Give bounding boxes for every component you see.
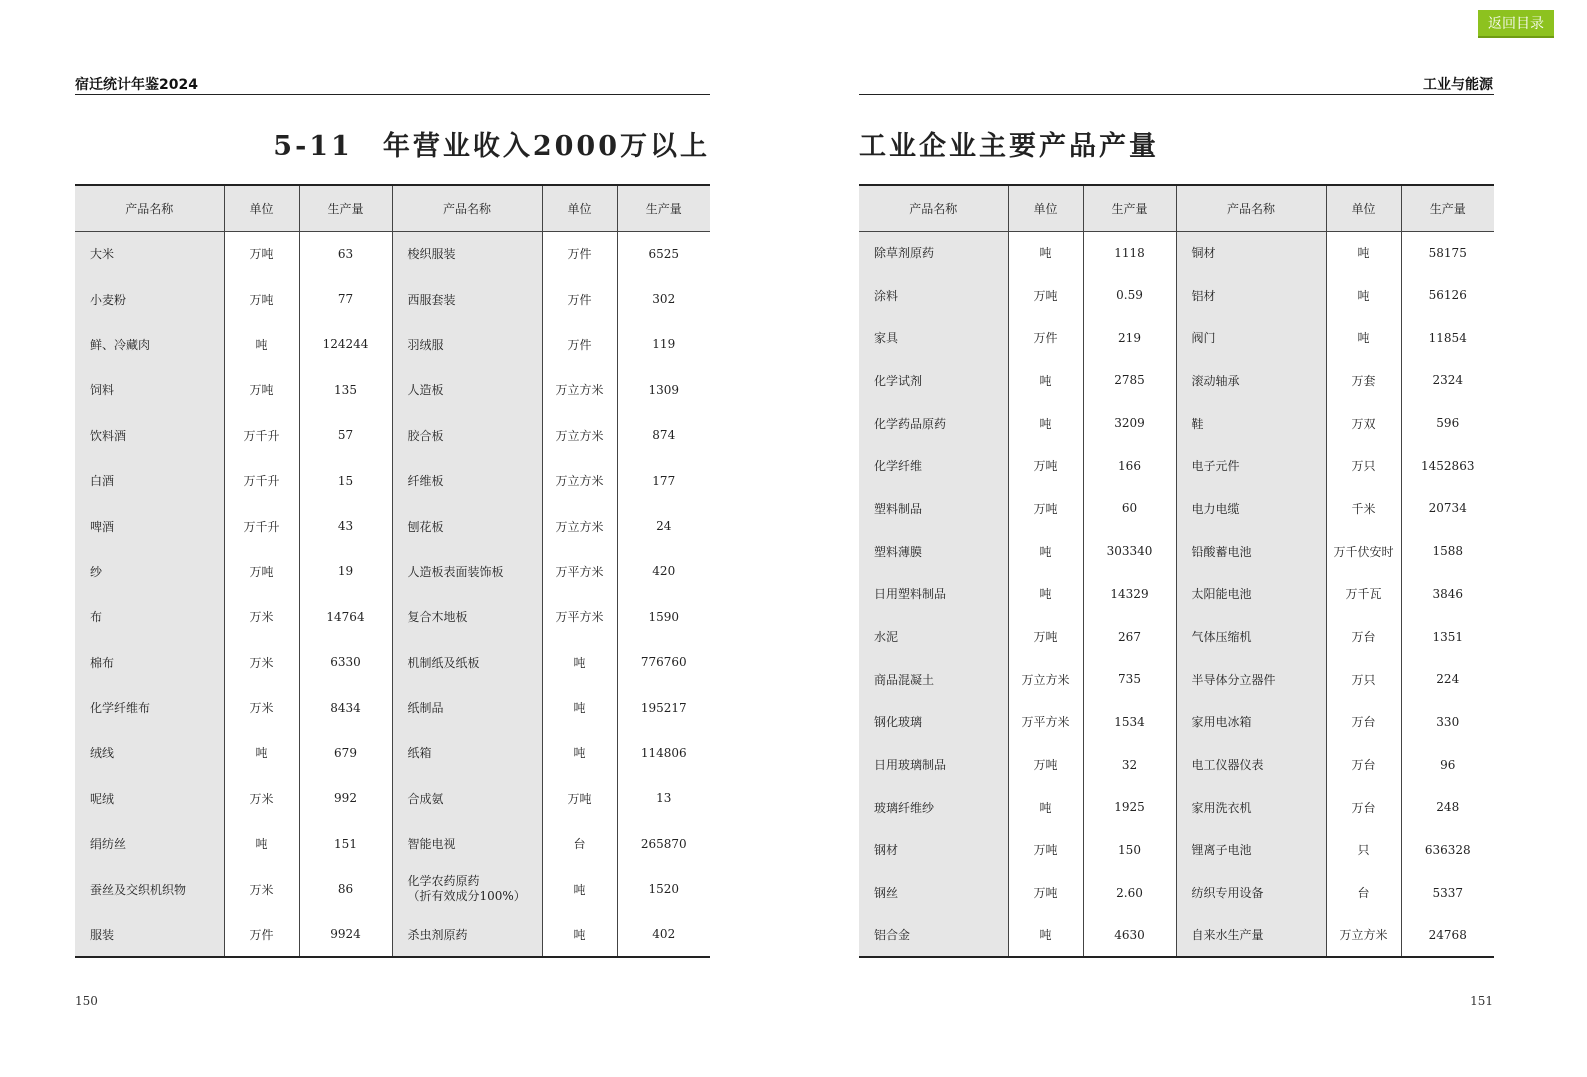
cell-product-name: 锂离子电池	[1176, 829, 1326, 872]
cell-output: 0.59	[1083, 274, 1176, 317]
table-row	[75, 866, 710, 911]
column-header-output: 生产量	[1401, 185, 1494, 231]
column-header-product-name: 产品名称	[1176, 185, 1326, 231]
cell-unit: 台	[1326, 871, 1401, 914]
cell-output: 150	[1083, 829, 1176, 872]
cell-product-name: 化学试剂	[859, 359, 1008, 402]
cell-output: 8434	[299, 685, 392, 730]
cell-product-name: 钢材	[859, 829, 1008, 872]
column-header-output: 生产量	[617, 185, 710, 231]
table-row	[859, 743, 1494, 786]
cell-product-name: 棉布	[75, 640, 224, 685]
cell-product-name: 滚动轴承	[1176, 359, 1326, 402]
cell-unit: 吨	[224, 821, 299, 866]
cell-product-name: 钢化玻璃	[859, 701, 1008, 744]
cell-product-name: 西服套装	[392, 276, 542, 321]
cell-unit: 万吨	[1008, 615, 1083, 658]
cell-output: 679	[299, 730, 392, 775]
cell-unit: 万吨	[224, 367, 299, 412]
cell-output: 402	[617, 912, 710, 957]
cell-unit: 万平方米	[1008, 701, 1083, 744]
cell-unit: 万件	[1008, 316, 1083, 359]
column-header-unit: 单位	[1008, 185, 1083, 231]
cell-product-name: 玻璃纤维纱	[859, 786, 1008, 829]
cell-output: 596	[1436, 416, 1460, 431]
left-data-table	[75, 184, 710, 958]
cell-unit: 万千伏安时	[1326, 530, 1401, 573]
cell-output: 303340	[1083, 530, 1176, 573]
cell-output: 1520	[648, 882, 680, 897]
cell-output: 776760	[640, 655, 687, 670]
cell-product-name: 铝材	[1176, 274, 1326, 317]
table-row	[859, 786, 1494, 829]
cell-unit: 万只	[1326, 658, 1401, 701]
cell-unit: 万立方米	[542, 503, 617, 548]
cell-product-name: 纸制品	[392, 685, 542, 730]
cell-unit: 万件	[224, 912, 299, 957]
cell-output: 24	[656, 519, 672, 534]
cell-product-name: 胶合板	[392, 413, 542, 458]
cell-product-name: 机制纸及纸板	[392, 640, 542, 685]
cell-output: 3209	[1083, 402, 1176, 445]
right-data-table	[859, 184, 1494, 958]
cell-product-name: 钢丝	[859, 871, 1008, 914]
table-row	[859, 914, 1494, 957]
cell-product-name: 人造板	[392, 367, 542, 412]
table-row	[75, 685, 710, 730]
cell-unit: 万台	[1326, 615, 1401, 658]
cell-product-name: 绒线	[75, 730, 224, 775]
cell-unit: 万立方米	[542, 458, 617, 503]
cell-product-name: 塑料薄膜	[859, 530, 1008, 573]
cell-output: 60	[1083, 487, 1176, 530]
cell-product-name: 水泥	[859, 615, 1008, 658]
cell-unit: 万米	[224, 640, 299, 685]
cell-output: 77	[299, 276, 392, 321]
table-row	[859, 829, 1494, 872]
cell-product-name: 鲜、冷藏肉	[75, 322, 224, 367]
cell-unit: 吨	[1326, 231, 1401, 274]
cell-product-name: 杀虫剂原药	[392, 912, 542, 957]
cell-product-name: 铜材	[1176, 231, 1326, 274]
cell-unit: 吨	[1326, 316, 1401, 359]
table-row	[859, 871, 1494, 914]
table-row	[75, 458, 710, 503]
left-page-number: 150	[75, 994, 98, 1008]
cell-product-name: 阀门	[1176, 316, 1326, 359]
cell-output: 420	[652, 564, 676, 579]
cell-product-name: 布	[75, 594, 224, 639]
cell-product-name: 智能电视	[392, 821, 542, 866]
cell-output: 1351	[1432, 629, 1464, 644]
table-row	[859, 274, 1494, 317]
cell-product-name: 啤酒	[75, 503, 224, 548]
cell-output: 20734	[1428, 501, 1467, 516]
cell-unit: 万双	[1326, 402, 1401, 445]
cell-output: 1925	[1083, 786, 1176, 829]
cell-output: 302	[652, 292, 676, 307]
cell-product-name: 除草剂原药	[859, 231, 1008, 274]
cell-unit: 万吨	[1008, 487, 1083, 530]
cell-output: 86	[299, 866, 392, 911]
cell-product-name: 大米	[75, 231, 224, 276]
column-header-unit: 单位	[542, 185, 617, 231]
cell-output: 6525	[648, 246, 680, 261]
return-to-toc-button[interactable]: 返回目录	[1478, 10, 1554, 38]
cell-unit: 只	[1326, 829, 1401, 872]
table-row	[859, 487, 1494, 530]
cell-output: 1452863	[1421, 458, 1475, 473]
cell-product-name: 合成氨	[392, 776, 542, 821]
cell-unit: 万平方米	[542, 549, 617, 594]
table-row	[75, 776, 710, 821]
cell-product-name: 家用电冰箱	[1176, 701, 1326, 744]
cell-product-name: 半导体分立器件	[1176, 658, 1326, 701]
cell-unit: 吨	[1008, 359, 1083, 402]
column-header-unit: 单位	[224, 185, 299, 231]
cell-unit: 万件	[542, 322, 617, 367]
cell-unit: 吨	[1326, 274, 1401, 317]
table-row	[75, 594, 710, 639]
cell-product-name: 羽绒服	[392, 322, 542, 367]
cell-product-name: 绢纺丝	[75, 821, 224, 866]
cell-product-name: 商品混凝土	[859, 658, 1008, 701]
cell-unit: 万立方米	[1008, 658, 1083, 701]
cell-output: 124244	[299, 322, 392, 367]
cell-unit: 吨	[1008, 530, 1083, 573]
cell-unit: 万台	[1326, 786, 1401, 829]
cell-unit: 万件	[542, 231, 617, 276]
cell-output: 19	[299, 549, 392, 594]
cell-product-name: 自来水生产量	[1176, 914, 1326, 957]
column-header-output: 生产量	[299, 185, 392, 231]
table-row	[859, 359, 1494, 402]
cell-unit: 吨	[542, 866, 617, 911]
table-row	[859, 658, 1494, 701]
cell-unit: 万立方米	[542, 367, 617, 412]
cell-unit: 万平方米	[542, 594, 617, 639]
cell-output: 992	[299, 776, 392, 821]
cell-product-name: 复合木地板	[392, 594, 542, 639]
cell-output: 195217	[640, 700, 687, 715]
cell-product-name: 化学农药原药 （折有效成分100%）	[392, 866, 542, 911]
table-row	[859, 615, 1494, 658]
cell-output: 119	[652, 337, 676, 352]
cell-product-name: 蚕丝及交织机织物	[75, 866, 224, 911]
column-header-output: 生产量	[1083, 185, 1176, 231]
cell-unit: 吨	[542, 685, 617, 730]
cell-product-name: 白酒	[75, 458, 224, 503]
cell-product-name: 电子元件	[1176, 444, 1326, 487]
cell-output: 1534	[1083, 701, 1176, 744]
cell-product-name: 化学纤维	[859, 444, 1008, 487]
cell-unit: 台	[542, 821, 617, 866]
cell-unit: 万台	[1326, 743, 1401, 786]
cell-unit: 万米	[224, 685, 299, 730]
cell-product-name: 纱	[75, 549, 224, 594]
cell-output: 1309	[648, 382, 680, 397]
cell-product-name: 家用洗衣机	[1176, 786, 1326, 829]
cell-unit: 万米	[224, 776, 299, 821]
cell-product-name: 梭织服装	[392, 231, 542, 276]
cell-output: 874	[652, 428, 676, 443]
table-row	[75, 503, 710, 548]
cell-product-name: 鞋	[1176, 402, 1326, 445]
table-row	[75, 367, 710, 412]
table-row	[859, 231, 1494, 274]
cell-product-name: 塑料制品	[859, 487, 1008, 530]
cell-unit: 吨	[1008, 786, 1083, 829]
cell-output: 1590	[648, 609, 680, 624]
cell-unit: 千米	[1326, 487, 1401, 530]
cell-output: 166	[1083, 444, 1176, 487]
cell-output: 58175	[1428, 245, 1467, 260]
table-row	[859, 444, 1494, 487]
cell-output: 9924	[299, 912, 392, 957]
left-header-rule	[75, 94, 710, 95]
cell-product-name: 小麦粉	[75, 276, 224, 321]
cell-unit: 万吨	[1008, 743, 1083, 786]
cell-unit: 万千升	[224, 458, 299, 503]
cell-unit: 吨	[1008, 402, 1083, 445]
cell-product-name: 化学纤维布	[75, 685, 224, 730]
cell-output: 224	[1436, 672, 1460, 687]
cell-product-name: 服装	[75, 912, 224, 957]
cell-unit: 万件	[542, 276, 617, 321]
cell-product-name: 刨花板	[392, 503, 542, 548]
cell-product-name: 铝合金	[859, 914, 1008, 957]
cell-output: 735	[1083, 658, 1176, 701]
cell-output: 114806	[640, 745, 687, 760]
table-row	[859, 530, 1494, 573]
cell-unit: 万吨	[1008, 829, 1083, 872]
right-table-title: 工业企业主要产品产量	[859, 131, 1159, 162]
cell-product-name: 铅酸蓄电池	[1176, 530, 1326, 573]
cell-output: 2.60	[1083, 871, 1176, 914]
cell-product-name: 电工仪器仪表	[1176, 743, 1326, 786]
cell-output: 43	[299, 503, 392, 548]
cell-unit: 万吨	[1008, 274, 1083, 317]
cell-product-name: 日用塑料制品	[859, 573, 1008, 616]
cell-output: 63	[299, 231, 392, 276]
cell-output: 2785	[1083, 359, 1176, 402]
cell-output: 96	[1440, 757, 1456, 772]
cell-output: 14764	[299, 594, 392, 639]
cell-product-name: 太阳能电池	[1176, 573, 1326, 616]
cell-output: 11854	[1428, 330, 1467, 345]
cell-output: 248	[1436, 800, 1460, 815]
table-row	[859, 402, 1494, 445]
cell-output: 56126	[1428, 288, 1467, 303]
cell-output: 177	[652, 473, 676, 488]
cell-unit: 万千升	[224, 503, 299, 548]
table-row	[75, 322, 710, 367]
cell-unit: 吨	[1008, 914, 1083, 957]
cell-product-name: 涂料	[859, 274, 1008, 317]
table-row	[75, 640, 710, 685]
cell-unit: 万千瓦	[1326, 573, 1401, 616]
cell-product-name: 饲料	[75, 367, 224, 412]
cell-output: 24768	[1401, 914, 1494, 957]
cell-product-name: 家具	[859, 316, 1008, 359]
cell-output: 57	[299, 413, 392, 458]
cell-product-name: 纤维板	[392, 458, 542, 503]
table-row	[75, 231, 710, 276]
right-header-rule	[859, 94, 1494, 95]
cell-unit: 万米	[224, 866, 299, 911]
cell-output: 13	[656, 791, 672, 806]
cell-unit: 万套	[1326, 359, 1401, 402]
cell-output: 15	[299, 458, 392, 503]
left-table-title: 5-11 年营业收入2000万以上	[273, 131, 710, 162]
table-row	[859, 316, 1494, 359]
cell-unit: 吨	[224, 322, 299, 367]
cell-output: 267	[1083, 615, 1176, 658]
cell-product-name: 呢绒	[75, 776, 224, 821]
cell-unit: 吨	[224, 730, 299, 775]
cell-unit: 万只	[1326, 444, 1401, 487]
cell-output: 265870	[640, 836, 687, 851]
table-header-row	[75, 185, 710, 231]
cell-output: 330	[1436, 714, 1460, 729]
cell-unit: 万吨	[224, 276, 299, 321]
table-row	[75, 276, 710, 321]
right-page-number: 151	[1470, 994, 1493, 1008]
cell-unit: 吨	[1008, 573, 1083, 616]
cell-output: 14329	[1083, 573, 1176, 616]
table-row	[859, 573, 1494, 616]
cell-unit: 万台	[1326, 701, 1401, 744]
cell-unit: 万千升	[224, 413, 299, 458]
cell-product-name: 气体压缩机	[1176, 615, 1326, 658]
column-header-product-name: 产品名称	[392, 185, 542, 231]
table-row	[75, 549, 710, 594]
cell-unit: 万立方米	[542, 413, 617, 458]
cell-unit: 万吨	[1008, 871, 1083, 914]
table-row	[75, 730, 710, 775]
right-running-head: 工业与能源	[1423, 77, 1493, 93]
cell-output: 219	[1083, 316, 1176, 359]
cell-output: 2324	[1432, 373, 1464, 388]
cell-output: 151	[299, 821, 392, 866]
cell-product-name: 饮料酒	[75, 413, 224, 458]
table-row	[859, 701, 1494, 744]
cell-output: 135	[299, 367, 392, 412]
cell-output: 3846	[1432, 586, 1464, 601]
table-header-row	[859, 185, 1494, 231]
column-header-unit: 单位	[1326, 185, 1401, 231]
cell-product-name: 日用玻璃制品	[859, 743, 1008, 786]
column-header-product-name: 产品名称	[859, 185, 1008, 231]
cell-unit: 万吨	[542, 776, 617, 821]
cell-unit: 吨	[542, 730, 617, 775]
column-header-product-name: 产品名称	[75, 185, 224, 231]
cell-output: 6330	[299, 640, 392, 685]
cell-output: 32	[1083, 743, 1176, 786]
cell-unit: 万吨	[224, 549, 299, 594]
cell-product-name: 化学药品原药	[859, 402, 1008, 445]
left-running-head: 宿迁统计年鉴2024	[75, 77, 198, 93]
cell-unit: 万吨	[224, 231, 299, 276]
cell-unit: 吨	[542, 912, 617, 957]
cell-output: 636328	[1424, 842, 1471, 857]
table-row	[75, 912, 710, 957]
cell-product-name: 纺织专用设备	[1176, 871, 1326, 914]
table-row	[75, 413, 710, 458]
cell-product-name: 纸箱	[392, 730, 542, 775]
cell-output: 1118	[1083, 231, 1176, 274]
cell-unit: 万米	[224, 594, 299, 639]
table-row	[75, 821, 710, 866]
cell-output: 5337	[1432, 885, 1464, 900]
cell-unit: 吨	[1008, 231, 1083, 274]
cell-output: 4630	[1083, 914, 1176, 957]
cell-output: 1588	[1432, 544, 1464, 559]
cell-unit: 万吨	[1008, 444, 1083, 487]
cell-unit: 吨	[542, 640, 617, 685]
cell-unit: 万立方米	[1326, 914, 1401, 957]
cell-product-name: 电力电缆	[1176, 487, 1326, 530]
cell-product-name: 人造板表面装饰板	[392, 549, 542, 594]
